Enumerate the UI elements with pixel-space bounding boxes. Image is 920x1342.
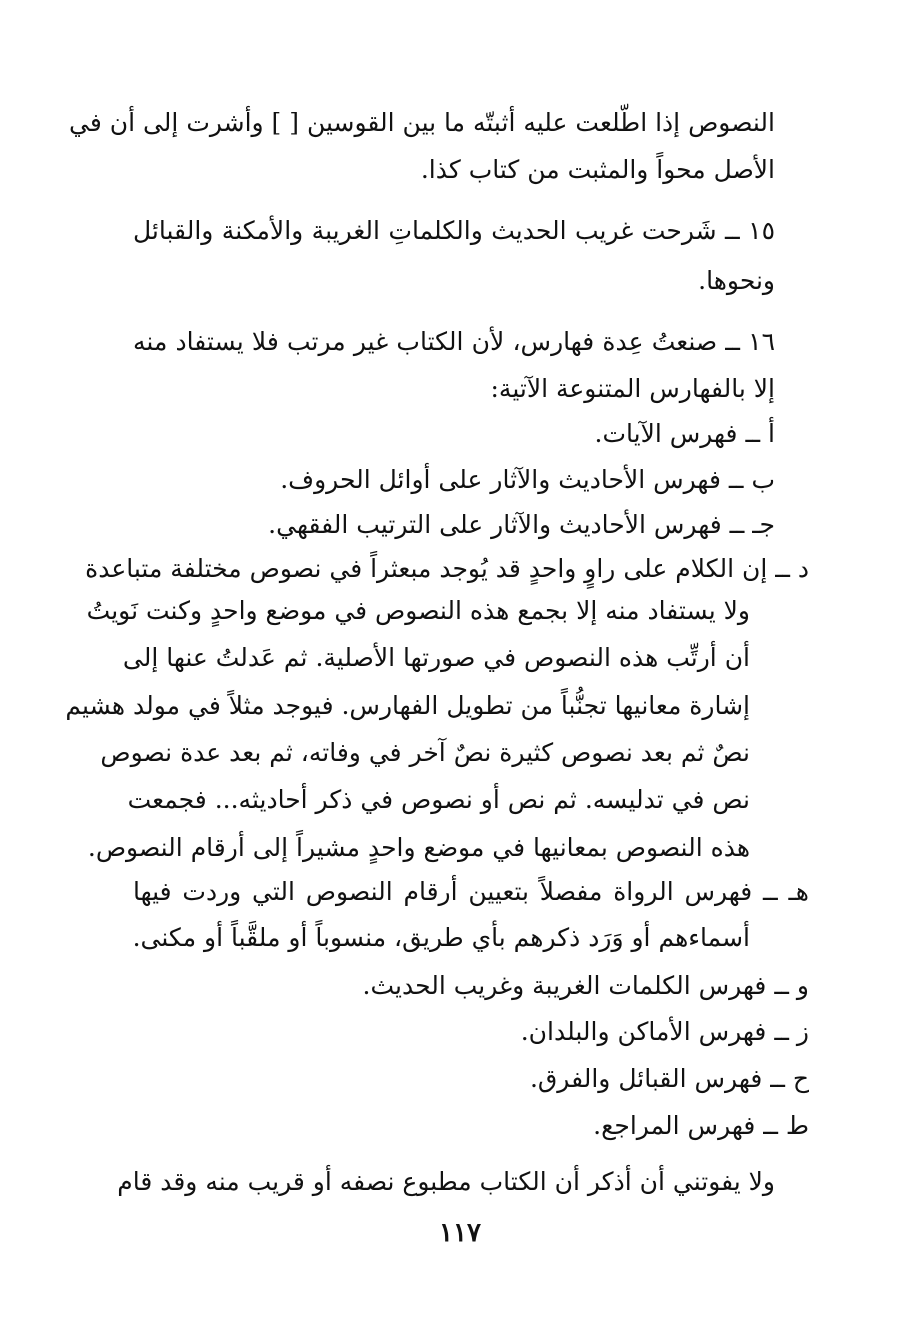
list-item-waw: و ــ فهرس الكلمات الغريبة وغريب الحديث. (362, 971, 809, 1000)
text-line-4: ونحوها. (698, 266, 775, 295)
text-line-1: النصوص إذا اطّلعت عليه أثبتّه ما بين القوسين [ ] وأشرت إلى أن في (68, 108, 775, 137)
list-item-alif: أ ــ فهرس الآيات. (594, 419, 775, 448)
list-item-ha2: ح ــ فهرس القبائل والفرق. (529, 1064, 809, 1093)
list-item-jim: جـ ــ فهرس الأحاديث والآثار على الترتيب الفقهي. (268, 510, 775, 539)
text-line-last: ولا يفوتني أن أذكر أن الكتاب مطبوع نصفه أو قريب منه وقد قام (117, 1167, 775, 1196)
text-line-14: نصٌ ثم بعد نصوص كثيرة نصٌ آخر في وفاته، ثم بعد عدة نصوص (100, 738, 750, 767)
text-line-5: ١٦ ــ صنعتُ عِدة فهارس، لأن الكتاب غير مرتب فلا يستفاد منه (133, 327, 775, 356)
list-item-dal: د ــ إن الكلام على راوٍ واحدٍ قد يُوجد مبعثراً في نصوص مختلفة متباعدة (85, 554, 809, 583)
list-item-ba: ب ــ فهرس الأحاديث والآثار على أوائل الحروف. (280, 465, 775, 494)
text-line-16: هذه النصوص بمعانيها في موضع واحدٍ مشيراً إلى أرقام النصوص. (87, 833, 750, 862)
text-line-2: الأصل محواً والمثبت من كتاب كذا. (420, 155, 775, 184)
text-line-6: إلا بالفهارس المتنوعة الآتية: (490, 374, 775, 403)
text-line-12: أن أرتِّب هذه النصوص في صورتها الأصلية. ثم عَدلتُ عنها إلى (122, 643, 750, 672)
text-line-11: ولا يستفاد منه إلا بجمع هذه النصوص في موضع واحدٍ وكنت نَويتُ (86, 596, 750, 625)
text-line-13: إشارة معانيها تجنُّباً من تطويل الفهارس. فيوجد مثلاً في مولد هشيم (65, 691, 750, 720)
text-line-15: نص في تدليسه. ثم نص أو نصوص في ذكر أحاديثه... فجمعت (127, 785, 750, 814)
list-item-zay: ز ــ فهرس الأماكن والبلدان. (520, 1017, 809, 1046)
list-item-ta: ط ــ فهرس المراجع. (593, 1111, 809, 1140)
page-number: ١١٧ (439, 1218, 481, 1248)
list-item-ha: هـ ــ فهرس الرواة مفصلاً بتعيين أرقام النصوص التي وردت فيها (133, 877, 809, 906)
text-line-3: ١٥ ــ شَرحت غريب الحديث والكلماتِ الغريبة والأمكنة والقبائل (133, 216, 775, 245)
text-line-18: أسماءهم أو وَرَد ذكرهم بأي طريق، منسوباً أو ملقَّباً أو مكنى. (132, 923, 750, 952)
